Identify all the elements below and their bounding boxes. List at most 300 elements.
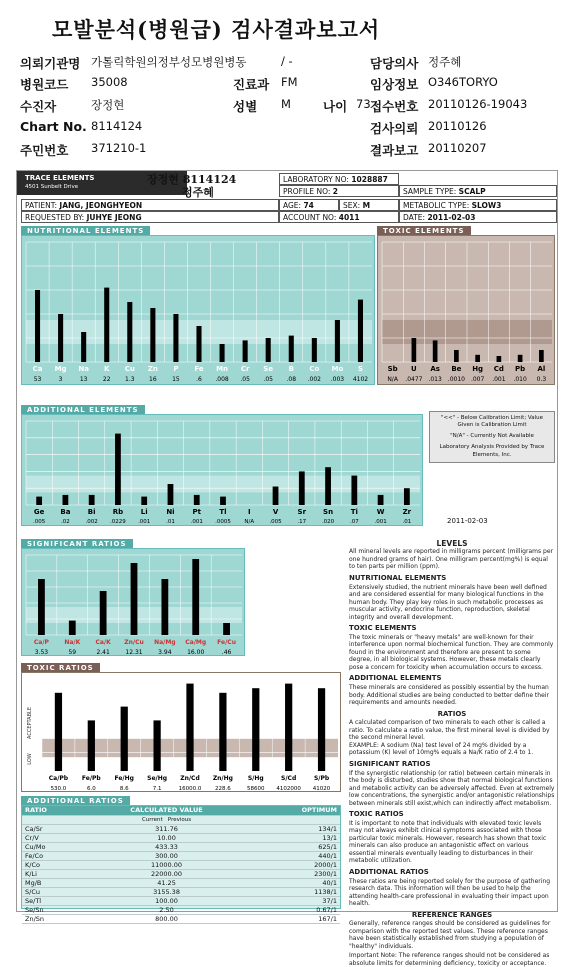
additional-bar-W (378, 495, 384, 505)
col-previous: Previous (167, 816, 192, 823)
label-chart-no: Chart No. (20, 119, 87, 134)
additional-value-V: .005 (269, 519, 282, 525)
nutritional-value-Ca: 53 (33, 376, 42, 383)
metabolic-label: METABOLIC TYPE: (403, 201, 470, 210)
toxic-ratio-bar-Fe/Pb (88, 720, 95, 771)
nutritional-value-Cr: .05 (240, 376, 250, 383)
label-hospital-code: 병원코드 (20, 77, 69, 92)
sample-label: SAMPLE TYPE: (403, 187, 457, 196)
additional-bars (22, 415, 424, 527)
toxic-ratio-value-Fe/Hg: 8.6 (119, 786, 129, 792)
ratio-name: Fe/Co (22, 851, 82, 860)
toxic-ratio-value-Zn/Hg: 228.6 (215, 786, 231, 792)
sample-type: SCALP (458, 187, 486, 196)
nutritional-value-Co: .002 (307, 376, 322, 383)
additional-label-Tl: Tl (219, 508, 227, 516)
ratio-optimum: 625/1 (251, 842, 340, 851)
additional-label-I: I (247, 508, 251, 516)
ratio-optimum: 37/1 (251, 896, 340, 905)
col-calculated: CALCULATED VALUE (82, 806, 251, 815)
nutritional-label-Zn: Zn (147, 365, 158, 373)
toxic-value-U: .0477 (405, 376, 423, 383)
significant-bar-Ca/K (100, 591, 107, 635)
ratio-name: Se/Tl (22, 896, 82, 905)
additional-label-V: V (272, 508, 279, 516)
metabolic-type: SLOW3 (471, 201, 502, 210)
patient-header (0, 52, 574, 164)
nutritional-label-Mo: Mo (331, 365, 344, 373)
additional-value-Ni: .01 (166, 519, 175, 525)
toxic-ratio-label-Fe/Hg: Fe/Hg (114, 775, 134, 782)
toxic-ratio-value-Zn/Cd: 16000.0 (178, 786, 202, 792)
significant-label-Ca/K: Ca/K (95, 639, 111, 646)
nutritional-bar-Cu (127, 302, 132, 362)
ratio-optimum: 2000/1 (251, 860, 340, 869)
additional-ratio-row (22, 905, 340, 914)
toxic-ratio-bar-S/Cd (285, 684, 292, 771)
nutritional-value-Fe: .6 (196, 376, 202, 383)
explanation-column (349, 539, 555, 967)
nutritional-bar-Zn (150, 308, 155, 362)
nutritional-bar-P (173, 314, 178, 362)
account-label: ACCOUNT NO: (283, 213, 337, 222)
nutritional-bar-K (104, 288, 109, 362)
toxic-ratio-bar-S/Hg (252, 688, 259, 771)
significant-heading: SIGNIFICANT RATIOS (21, 539, 133, 549)
value-sex: M (281, 97, 291, 111)
significant-bar-Ca/Mg (192, 559, 199, 635)
nutritional-bars (22, 236, 376, 386)
additional-bar-Zr (404, 488, 410, 505)
toxic-ratio-bar-Zn/Hg (219, 693, 226, 771)
nutritional-value-B: .08 (286, 376, 297, 383)
toxic-ratio-bar-Zn/Cd (186, 684, 193, 771)
ratio-calculated: 300.00 (82, 851, 251, 860)
toxic-bar-Al (539, 350, 544, 362)
significant-value-Na/Mg: 3.94 (158, 649, 172, 656)
nutritional-label-Co: Co (309, 365, 320, 373)
nutritional-heading: NUTRITIONAL ELEMENTS (21, 226, 150, 236)
patient-name: JANG, JEONGHYEON (59, 201, 143, 210)
toxic-ratio-value-Se/Hg: 7.1 (152, 786, 162, 792)
legend-not-available: "N/A" - Currently Not Available (450, 433, 534, 440)
toxic-chart (377, 235, 555, 385)
value-patient: 장정현 (91, 98, 125, 112)
additional-ratio-row (22, 860, 340, 869)
ratio-calculated: 3155.38 (82, 887, 251, 896)
additional-label-Bi: Bi (87, 508, 96, 516)
ratio-name: Zn/Sn (22, 914, 82, 923)
toxic-ratio-value-S/Cd: 4102000 (276, 786, 301, 792)
additional-bar-Sr (299, 471, 305, 505)
nutritional-label-Na: Na (78, 365, 89, 373)
ratios-title: RATIOS (437, 709, 467, 718)
toxic-label-U: U (411, 365, 417, 373)
additional-label-Zr: Zr (402, 508, 412, 516)
additional-value-Ba: .02 (61, 519, 70, 525)
additional-value-I: N/A (244, 519, 255, 525)
toxic-ratio-label-Ca/Pb: Ca/Pb (48, 775, 69, 782)
additional-chart (21, 414, 423, 526)
ratio-name: K/Li (22, 869, 82, 878)
date-label: DATE: (403, 213, 426, 222)
value-doctor: 정주혜 (428, 55, 462, 69)
additional-ratios-heading: ADDITIONAL RATIOS (21, 796, 130, 806)
ratio-calculated: 433.33 (82, 842, 251, 851)
nutritional-value-Mn: .008 (215, 376, 229, 383)
significant-chart (21, 548, 245, 656)
significant-bars (22, 549, 246, 657)
additional-label-Rb: Rb (112, 508, 124, 516)
nutritional-value-P: 15 (172, 376, 180, 383)
additional-value-Pt: .001 (190, 519, 203, 525)
label-patient: 수진자 (20, 99, 57, 114)
nutritional-chart (21, 235, 375, 385)
lab-no: 1028887 (351, 175, 388, 184)
toxic-ratio-axis-acceptable: ACCEPTABLE (27, 707, 33, 739)
nutritional-bar-Fe (196, 326, 201, 362)
significant-value-Ca/Mg: 16.00 (187, 649, 205, 656)
additional-ratio-row (22, 851, 340, 860)
nutritional-bar-Cr (243, 340, 248, 362)
ratio-name: S/Cu (22, 887, 82, 896)
ratios-body: A calculated comparison of two minerals to each other is called a ratio. To calculate a ratio value, the first mineral level is divided by the second mineral level. (349, 719, 550, 742)
toxic-value-As: .013 (428, 376, 442, 383)
ratio-optimum: 40/1 (251, 878, 340, 887)
significant-bar-Zn/Cu (131, 563, 138, 635)
additional-label-Ba: Ba (60, 508, 71, 516)
significant-bar-Ca/P (38, 579, 45, 635)
additional-value-Bi: .002 (85, 519, 98, 525)
toxic-bar-U (412, 338, 417, 362)
ratio-name: Cu/Mo (22, 842, 82, 851)
sex: M (362, 201, 371, 210)
label-doctor: 담당의사 (370, 56, 419, 71)
toxic-value-Cd: .001 (492, 376, 506, 383)
nutritional-body: Extensively studied, the nutrient minerals have been well defined and are considered essential for many biological functions in the human body. They play key roles in such metabolic processes as muscular activity, endocrine function, reproduction, skeletal integrity and overall development. (349, 583, 547, 621)
additional-bar-Ni (168, 484, 174, 505)
requested-label: REQUESTED BY: (25, 213, 85, 222)
toxic-ratios-body: It is important to note that individuals with elevated toxic levels may not always exhibit clinical symptoms associated with those particular toxic minerals. However, research has shown that toxic minerals can also produce an antagonistic effect on various essential minerals eventually leading to disturbances in their metabolic utilization. (349, 819, 547, 865)
value-chart-no: 8114124 (91, 119, 143, 133)
nutritional-value-K: 22 (102, 376, 111, 383)
toxic-ratio-label-Zn/Hg: Zn/Hg (212, 775, 233, 782)
toxic-label-Be: Be (451, 365, 462, 373)
toxic-value-Be: .0010 (447, 376, 465, 383)
lab-address: 4501 Sunbelt Drive (25, 184, 79, 190)
age: 74 (303, 201, 314, 210)
value-clinical-info: O346TORYO (428, 75, 498, 89)
requested-by: JUHYE JEONG (86, 213, 142, 222)
additional-label-Sn: Sn (323, 508, 334, 516)
ratio-optimum: 1138/1 (251, 887, 340, 896)
additional-label-Sr: Sr (297, 508, 307, 516)
significant-label-Zn/Cu: Zn/Cu (124, 639, 144, 646)
additional-label-Ti: Ti (350, 508, 358, 516)
ratio-optimum: 134/1 (251, 824, 340, 833)
additional-value-Zr: .01 (402, 519, 412, 525)
toxic-ratio-value-S/Pb: 41020 (312, 786, 331, 792)
nutritional-value-Mg: 3 (58, 376, 63, 383)
additional-ratios-title: ADDITIONAL RATIOS (349, 867, 429, 876)
toxic-bar-Pb (518, 355, 523, 362)
ratio-name: Se/Sn (22, 905, 82, 914)
value-resident-no: 371210-1 (91, 141, 147, 155)
toxic-label-Cd: Cd (493, 365, 504, 373)
ratio-calculated: 41.25 (82, 878, 251, 887)
additional-ratio-row (22, 896, 340, 905)
toxic-ratio-bar-Se/Hg (153, 720, 160, 771)
account-no: 4011 (338, 213, 360, 222)
additional-value-W: .001 (374, 519, 387, 525)
nutritional-label-P: P (173, 365, 179, 373)
toxic-ratio-label-Fe/Pb: Fe/Pb (81, 775, 101, 782)
additional-ratio-row (22, 869, 340, 878)
nutritional-bar-S (358, 300, 363, 362)
report-date-stamp: 2011-02-03 (447, 517, 488, 525)
nutritional-bar-Se (266, 338, 271, 362)
significant-label-Na/K: Na/K (64, 639, 81, 646)
value-age: 73 (356, 97, 371, 111)
additional-bar-Ti (351, 476, 357, 505)
significant-label-Na/Mg: Na/Mg (154, 639, 176, 646)
nutritional-value-Mo: .003 (330, 376, 345, 383)
nutritional-bar-Mg (58, 314, 63, 362)
additional-ratio-row (22, 833, 340, 842)
toxic-label-Sb: Sb (387, 365, 398, 373)
additional-label-W: W (376, 508, 385, 516)
ratio-name: K/Co (22, 860, 82, 869)
additional-label-Li: Li (140, 508, 148, 516)
additional-label-Pt: Pt (192, 508, 201, 516)
toxic-bars (378, 236, 556, 386)
label-report-date: 결과보고 (370, 143, 419, 158)
significant-label-Fe/Cu: Fe/Cu (217, 639, 236, 646)
additional-reference-band (26, 476, 420, 493)
nutritional-value-Se: .05 (263, 376, 273, 383)
levels-body: All mineral levels are reported in milligrams percent (milligrams per one hundred grams of hair). One milligram percent(mg%) is equal to ten parts per million (ppm). (349, 548, 553, 571)
additional-label-Ge: Ge (33, 508, 45, 516)
value-hospital: 가톨릭학원의정부성모병원병동 (91, 55, 247, 69)
toxic-title: TOXIC ELEMENTS (349, 624, 417, 633)
additional-bar-Ge (36, 497, 42, 505)
significant-value-Fe/Cu: .46 (221, 649, 232, 656)
toxic-ratio-bars (22, 673, 342, 793)
additional-bar-V (273, 487, 279, 505)
additional-ratio-row (22, 887, 340, 896)
col-ratio: RATIO (22, 806, 82, 815)
ratio-calculated: 311.76 (82, 824, 251, 833)
additional-ratio-row (22, 878, 340, 887)
additional-body: These minerals are considered as possibly essential by the human body. Additional studies are being conducted to better define their requirements and amounts needed. (349, 684, 549, 707)
lab-brand: TRACE ELEMENTS (25, 174, 95, 182)
sex-label: SEX: (343, 201, 361, 210)
additional-bar-Bi (89, 495, 95, 505)
additional-value-Rb: .0229 (110, 519, 126, 525)
toxic-value-Hg: .007 (470, 376, 485, 383)
toxic-body: The toxic minerals or "heavy metals" are well-known for their interference upon normal biochemical function. They are commonly found in the environment and therefore are present to some degree, in all biological systems. However, these metals clearly pose a concern for toxicity when accumulation occurs to excess. (349, 633, 554, 671)
reference-body: Generally, reference ranges should be considered as guidelines for comparison with the reported test values. These reference ranges have been statistically established from studying a population of "healthy" individuals. (349, 920, 551, 950)
toxic-ratio-label-Zn/Cd: Zn/Cd (180, 775, 200, 782)
value-receipt-no: 20110126-19043 (428, 97, 528, 111)
ratio-calculated: 11000.00 (82, 860, 251, 869)
additional-bar-Pt (194, 495, 200, 505)
additional-bar-Tl (220, 497, 226, 505)
nutritional-value-Na: 13 (79, 376, 88, 383)
value-report-date: 20110207 (428, 141, 487, 155)
significant-bar-Fe/Cu (223, 623, 230, 635)
legend-lab-provider: Laboratory Analysis Provided by Trace Elements, Inc. (439, 444, 545, 458)
col-current: Current (141, 816, 163, 823)
significant-value-Zn/Cu: 12.31 (125, 649, 143, 656)
toxic-label-As: As (430, 365, 440, 373)
nutritional-label-B: B (288, 365, 294, 373)
additional-value-Sr: .17 (297, 519, 307, 525)
additional-value-Ge: .005 (33, 519, 46, 525)
toxic-label-Hg: Hg (472, 365, 484, 373)
ratio-calculated: 22000.00 (82, 869, 251, 878)
levels-title: LEVELS (436, 539, 468, 548)
significant-value-Na/K: 59 (68, 649, 77, 656)
value-hospital-code: 35008 (91, 75, 128, 89)
ratio-calculated: 100.00 (82, 896, 251, 905)
toxic-ratio-label-S/Cd: S/Cd (281, 775, 297, 782)
toxic-bar-Cd (497, 356, 502, 362)
toxic-bar-Hg (475, 355, 480, 362)
nutritional-bar-B (289, 336, 294, 362)
toxic-bar-Be (454, 350, 459, 362)
additional-label-Ni: Ni (166, 508, 175, 516)
ratio-optimum: 440/1 (251, 851, 340, 860)
toxic-ratio-value-Ca/Pb: 530.0 (50, 786, 67, 792)
additional-ratio-row (22, 842, 340, 851)
toxic-ratio-label-S/Pb: S/Pb (313, 775, 330, 782)
value-department: FM (281, 75, 298, 89)
additional-bar-Ba (63, 495, 69, 505)
legend-box (429, 411, 555, 463)
additional-value-Sn: .020 (321, 519, 335, 525)
significant-bar-Na/Mg (161, 579, 168, 635)
nutritional-label-K: K (104, 365, 110, 373)
label-receipt-no: 접수번호 (370, 99, 419, 114)
toxic-value-Pb: .010 (513, 376, 527, 383)
nutritional-bar-Mo (335, 320, 340, 362)
ratio-optimum: 0.67/1 (251, 905, 340, 914)
toxic-value-Al: 0.3 (536, 376, 547, 383)
toxic-ratios-title: TOXIC RATIOS (349, 810, 404, 819)
toxic-ratio-value-S/Hg: 58600 (247, 786, 265, 792)
profile-label: PROFILE NO: (283, 187, 331, 196)
ratio-calculated: 2.50 (82, 905, 251, 914)
ratio-optimum: 167/1 (251, 914, 340, 923)
additional-bar-Rb (115, 434, 121, 505)
toxic-label-Pb: Pb (515, 365, 526, 373)
nutritional-label-Ca: Ca (32, 365, 43, 373)
nutritional-label-Se: Se (263, 365, 274, 373)
nutritional-label-Mg: Mg (54, 365, 67, 373)
ratio-name: Cr/V (22, 833, 82, 842)
significant-label-Ca/P: Ca/P (33, 639, 49, 646)
toxic-ratio-bar-S/Pb (318, 688, 325, 771)
value-ward: / - (281, 54, 293, 68)
ratio-calculated: 10.00 (82, 833, 251, 842)
label-age: 나이 (323, 99, 348, 114)
nutritional-bar-Co (312, 338, 317, 362)
nutritional-bar-Ca (35, 290, 40, 362)
patient-label: PATIENT: (25, 201, 58, 210)
label-hospital: 의뢰기관명 (20, 56, 81, 71)
nutritional-label-Fe: Fe (194, 365, 204, 373)
ratios-example: EXAMPLE: A sodium (Na) test level of 24 mg% divided by a potassium (K) level of 10mg% equals a Na/K ratio of 2.4 to 1. (349, 741, 534, 757)
nutritional-title: NUTRITIONAL ELEMENTS (349, 573, 447, 582)
toxic-value-Sb: N/A (387, 376, 398, 383)
toxic-bar-As (433, 340, 438, 362)
nutritional-bar-Mn (220, 344, 225, 362)
nutritional-label-Cu: Cu (124, 365, 135, 373)
toxic-ratio-bar-Ca/Pb (55, 693, 62, 771)
toxic-ratio-axis-low: LOW (27, 753, 33, 765)
toxic-ratios-heading: TOXIC RATIOS (21, 663, 100, 673)
significant-bar-Na/K (69, 621, 76, 635)
significant-title: SIGNIFICANT RATIOS (349, 759, 431, 768)
col-optimum: OPTIMUM (251, 806, 340, 815)
additional-value-Ti: .07 (349, 519, 359, 525)
nutritional-value-Cu: 1.3 (125, 376, 135, 383)
additional-bar-Li (141, 497, 147, 505)
additional-heading: ADDITIONAL ELEMENTS (21, 405, 145, 415)
significant-value-Ca/K: 2.41 (96, 649, 110, 656)
legend-below-limit: "<<" - Below Calibration Limit; Value Given is Calibration Limit (440, 415, 544, 429)
scanned-lab-report (16, 170, 558, 967)
handwritten-name-chart: 장정현 8114124 (147, 173, 237, 186)
toxic-heading: TOXIC ELEMENTS (377, 226, 471, 236)
toxic-ratio-bar-Fe/Hg (121, 707, 128, 771)
significant-label-Ca/Mg: Ca/Mg (185, 639, 207, 646)
additional-bar-Sn (325, 467, 331, 505)
reference-title: REFERENCE RANGES (411, 910, 493, 919)
label-department: 진료과 (233, 77, 270, 92)
ratio-optimum: 2300/1 (251, 869, 340, 878)
label-clinical-info: 임상정보 (370, 77, 419, 92)
nutritional-label-Cr: Cr (240, 365, 250, 373)
value-request-date: 20110126 (428, 119, 487, 133)
nutritional-value-Zn: 16 (149, 376, 157, 383)
additional-value-Li: .001 (138, 519, 151, 525)
toxic-ratio-label-Se/Hg: Se/Hg (147, 775, 168, 782)
report-title: 모발분석(병원급) 검사결과보고서 (52, 17, 381, 42)
nutritional-label-Mn: Mn (216, 365, 229, 373)
toxic-ratio-value-Fe/Pb: 6.0 (86, 786, 96, 792)
ratio-name: Mg/B (22, 878, 82, 887)
ratio-calculated: 800.00 (82, 914, 251, 923)
age-label: AGE: (283, 201, 302, 210)
additional-ratios-body: These ratios are being reported solely for the purpose of gathering research data. This information will then be used to help the attending health-care professional in evaluating their impact upon health. (349, 877, 551, 908)
label-sex: 성별 (233, 99, 258, 114)
lab-no-label: LABORATORY NO: (283, 175, 349, 184)
nutritional-value-S: 4102 (352, 376, 369, 383)
profile-no: 2 (332, 187, 338, 196)
additional-title: ADDITIONAL ELEMENTS (349, 674, 442, 683)
significant-value-Ca/P: 3.53 (34, 649, 49, 656)
toxic-label-Al: Al (537, 365, 546, 373)
additional-ratios-table (21, 805, 341, 923)
label-request-date: 검사의뢰 (370, 121, 419, 136)
ratio-name: Ca/Sr (22, 824, 82, 833)
additional-value-Tl: .0005 (215, 519, 231, 525)
nutritional-bar-Na (81, 332, 86, 362)
nutritional-label-S: S (357, 365, 363, 373)
toxic-ratios-chart (21, 672, 341, 792)
